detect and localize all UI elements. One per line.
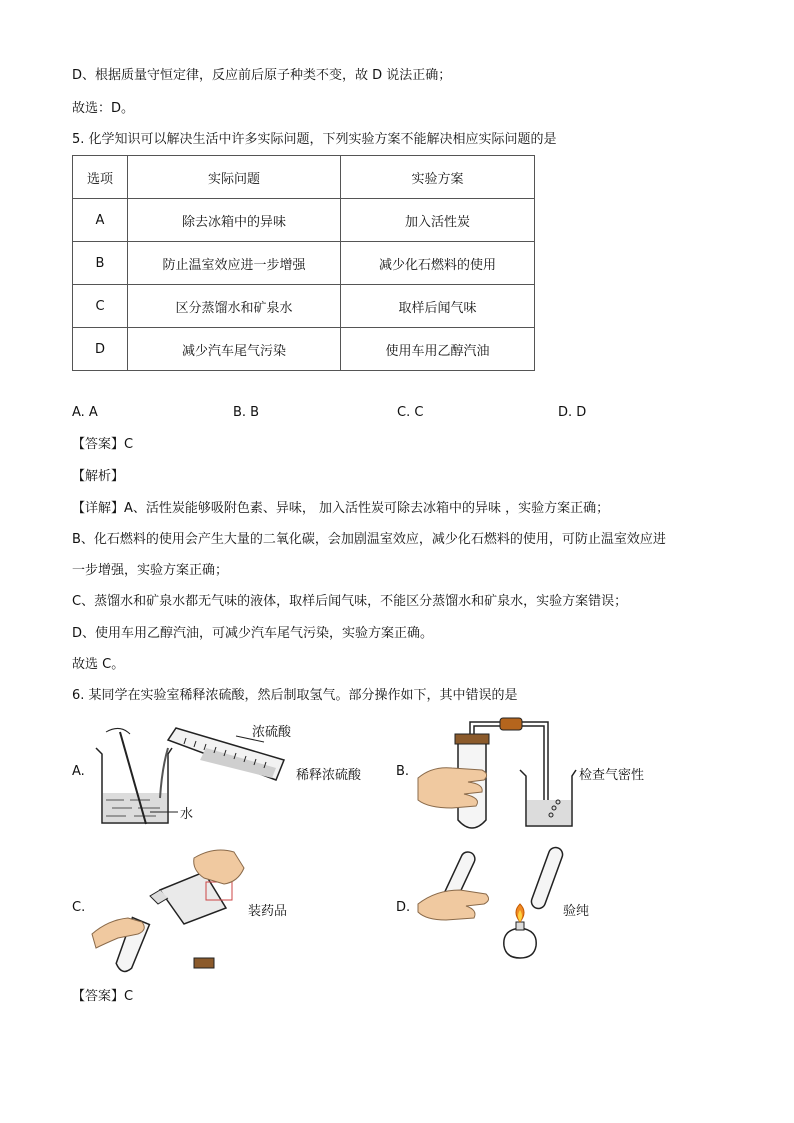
- label-airtightness: 检查气密性: [579, 768, 645, 783]
- option-d: D. D: [558, 405, 587, 420]
- option-b: B. B: [233, 405, 260, 420]
- detail-line: 【详解】A、活性炭能够吸附色素、异味， 加入活性炭可除去冰箱中的异味 ，实验方案正确；: [72, 501, 610, 516]
- detail-line: 一步增强，实验方案正确；: [72, 563, 229, 578]
- figure-a-label: A.: [72, 764, 85, 779]
- table-row: [73, 328, 535, 371]
- detail-line: B、化石燃料的使用会产生大量的二氧化碳，会加剧温室效应，减少化石燃料的使用，可防止温室效应进: [72, 532, 666, 547]
- detail-line: 故选 C。: [72, 657, 125, 672]
- answer-5: 【答案】C: [72, 437, 134, 452]
- purity-test-illustration: [416, 846, 566, 970]
- figure-d-label: D.: [396, 900, 411, 915]
- question-6: 6. 某同学在实验室稀释浓硫酸，然后制取氢气。部分操作如下，其中错误的是: [72, 688, 518, 703]
- table-row: [73, 199, 535, 242]
- label-dilution: 稀释浓硫酸: [296, 768, 362, 783]
- table-cell: 防止温室效应进一步增强: [128, 242, 341, 285]
- analysis-heading: 【解析】: [72, 469, 125, 484]
- table-header-row: [73, 156, 535, 199]
- table-cell: 取样后闻气味: [341, 285, 535, 328]
- question-5-table: [72, 155, 535, 371]
- label-purity: 验纯: [563, 904, 590, 919]
- loading-chemicals-illustration: [88, 838, 248, 978]
- table-header-cell: 实验方案: [341, 156, 535, 199]
- table-row: [73, 242, 535, 285]
- detail-line: C、蒸馏水和矿泉水都无气味的液体，取样后闻气味，不能区分蒸馏水和矿泉水，实验方案错误；: [72, 594, 628, 609]
- text-line: 故选：D。: [72, 101, 135, 116]
- label-water: 水: [180, 807, 194, 822]
- figure-b-label: B.: [396, 764, 410, 779]
- text-line: D、根据质量守恒定律，反应前后原子种类不变，故 D 说法正确；: [72, 68, 452, 83]
- label-loading: 装药品: [248, 904, 288, 919]
- table-cell: 使用车用乙醇汽油: [341, 328, 535, 371]
- airtightness-illustration: [412, 708, 582, 834]
- table-cell: C: [73, 285, 128, 328]
- detail-line: D、使用车用乙醇汽油，可减少汽车尾气污染，实验方案正确。: [72, 626, 434, 641]
- table-header-cell: 实际问题: [128, 156, 341, 199]
- table-cell: 加入活性炭: [341, 199, 535, 242]
- table-cell: D: [73, 328, 128, 371]
- table-row: [73, 285, 535, 328]
- option-a: A. A: [72, 405, 98, 420]
- table-cell: 减少化石燃料的使用: [341, 242, 535, 285]
- option-c: C. C: [397, 405, 424, 420]
- table-cell: B: [73, 242, 128, 285]
- table-header-cell: 选项: [73, 156, 128, 199]
- table-cell: 减少汽车尾气污染: [128, 328, 341, 371]
- figure-c-label: C.: [72, 900, 86, 915]
- table-cell: A: [73, 199, 128, 242]
- table-cell: 区分蒸馏水和矿泉水: [128, 285, 341, 328]
- question-5: 5. 化学知识可以解决生活中许多实际问题，下列实验方案不能解决相应实际问题的是: [72, 132, 557, 147]
- answer-6: 【答案】C: [72, 989, 134, 1004]
- table-cell: 除去冰箱中的异味: [128, 199, 341, 242]
- label-concentrated-acid: 浓硫酸: [252, 725, 292, 740]
